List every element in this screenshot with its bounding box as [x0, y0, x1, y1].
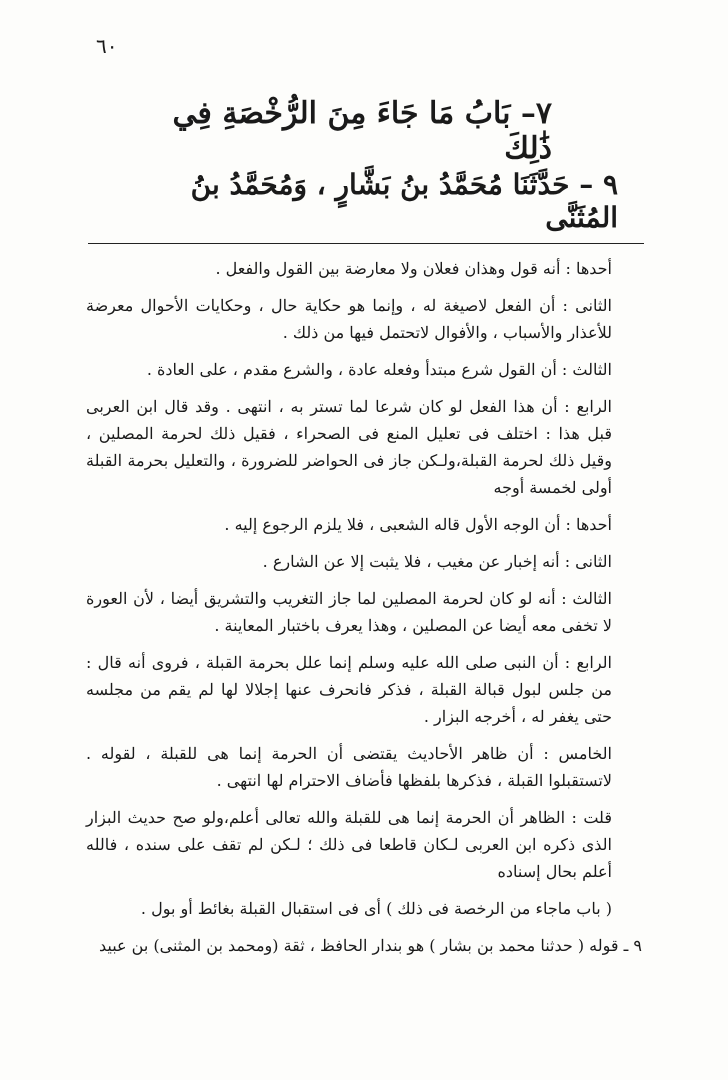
paragraph: الخامس : أن ظاهر الأحاديث يقتضى أن الحرمة إنما هى للقبلة ، لقوله . لاتستقبلوا القبلة ، فذكرها بلفظها فأضاف الاحترام لها انتهى .	[86, 744, 612, 790]
paragraph: ٩ ـ قوله ( حدثنا محمد بن بشار ) هو بندار الحافظ ، ثقة (ومحمد بن المثنى) بن عبيد	[98, 936, 642, 955]
paragraph: الثالث : أن القول شرع مبتدأ وفعله عادة ، والشرع مقدم ، على العادة .	[146, 360, 612, 379]
paragraph: ( باب ماجاء من الرخصة فى ذلك ) أى فى استقبال القبلة بغائط أو بول .	[140, 899, 612, 918]
hadith-chain: ٩ – حَدَّثَنَا مُحَمَّدُ بنُ بَشَّارٍ ، وَمُحَمَّدُ بنُ المُثَنَّى	[190, 168, 618, 234]
page-number: ٦٠	[96, 34, 118, 58]
paragraph: الثالث : أنه لو كان لحرمة المصلين لما جاز التغريب والتشريق أيضا ، لأن العورة لا تخفى معه أيضا عن المصلين ، وهذا يعرف باختبار المعاينة .	[86, 589, 612, 635]
paragraph: أحدها : أن الوجه الأول قاله الشعبى ، فلا يلزم الرجوع إليه .	[224, 515, 612, 534]
commentary-text	[86, 255, 642, 969]
paragraph: الثانى : أن الفعل لاصيغة له ، وإنما هو حكاية حال ، وحكايات الأحوال معرضة للأعذار والأسباب ، والأفوال لاتحتمل فيها من ذلك .	[86, 296, 612, 342]
paragraph: قلت : الظاهر أن الحرمة إنما هى للقبلة والله تعالى أعلم،ولو صح حديث البزار الذى ذكره ابن العربى لـكان قاطعا فى ذلك ؛ لـكن لم تقف على سنده ، فالله أعلم بحال إسناده	[86, 808, 612, 881]
paragraph: الرابع : أن النبى صلى الله عليه وسلم إنما علل بحرمة القبلة ، فروى أنه قال : من جلس لبول قبالة القبلة ، فذكر فانحرف عنها إجلالا لها لم يقم من مجلسه حتى يغفر له ، أخرجه البزار .	[86, 653, 612, 726]
paragraph: الرابع : أن هذا الفعل لو كان شرعا لما تستر به ، انتهى . وقد قال ابن العربى قبل هذا : اختلف فى تعليل المنع فى الصحراء ، فقيل ذلك لحرمة المصلين ، وقيل ذلك لحرمة القبلة،ولـكن جاز فى الحواضر للضرورة ، والتعليل بحرمة القبلة أولى لخمسة أوجه	[86, 397, 612, 497]
paragraph: أحدها : أنه قول وهذان فعلان ولا معارضة بين القول والفعل .	[215, 259, 612, 278]
chapter-title: ٧– بَابُ مَا جَاءَ مِنَ الرُّخْصَةِ فِي ذَٰلِكَ	[172, 96, 552, 166]
paragraph: الثانى : أنه إخبار عن مغيب ، فلا يثبت إلا عن الشارع .	[262, 552, 612, 571]
section-divider	[88, 243, 644, 244]
